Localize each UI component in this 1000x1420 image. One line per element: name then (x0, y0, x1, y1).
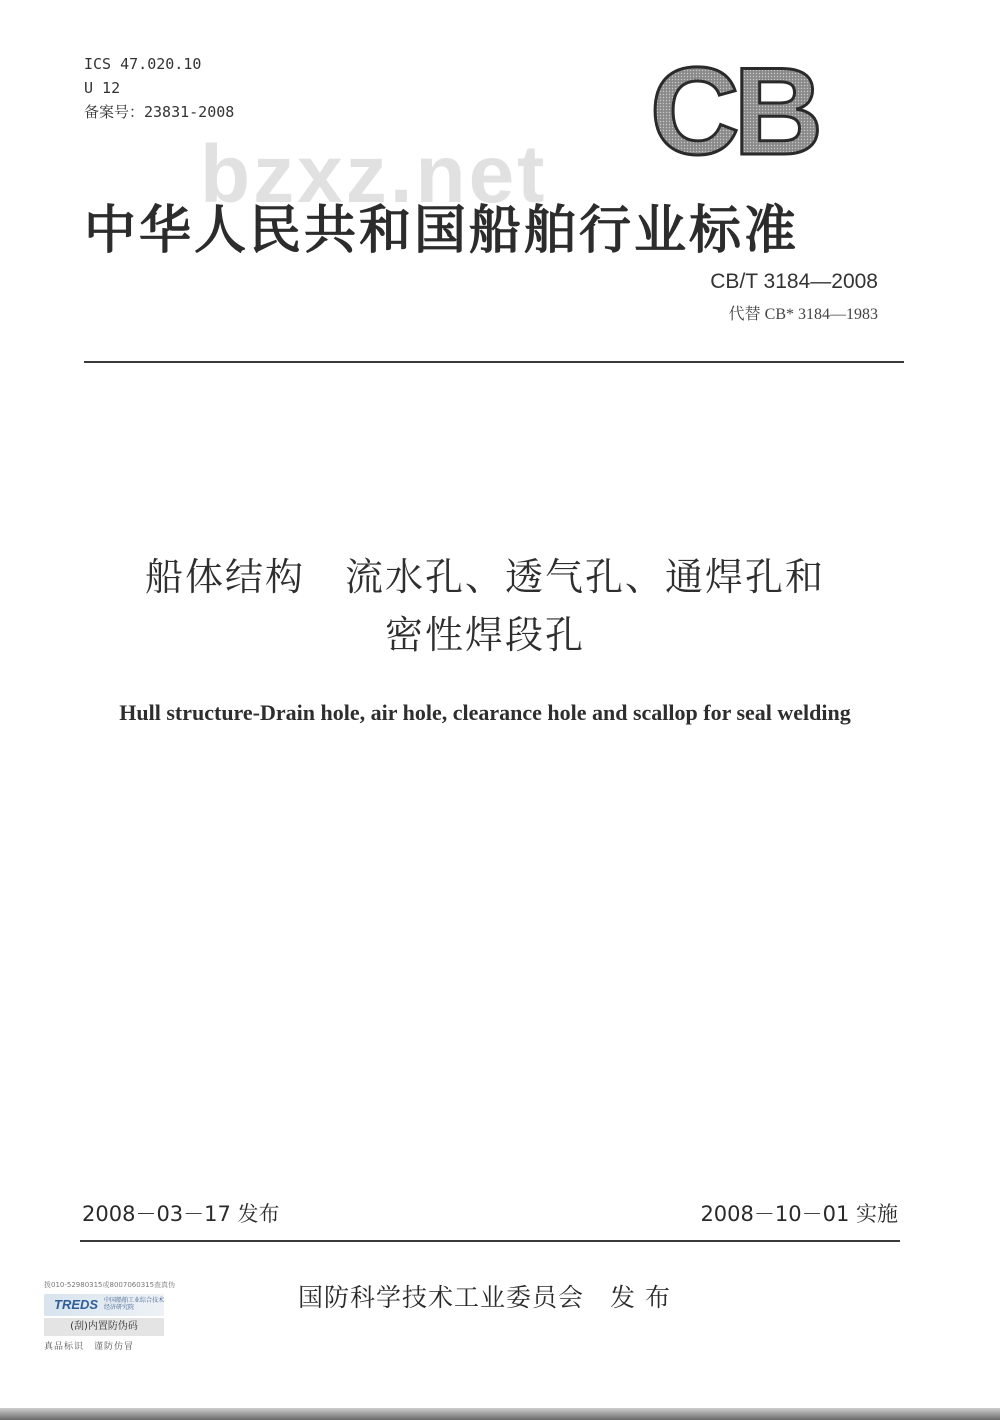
cb-logo (650, 54, 860, 168)
chinese-title (0, 548, 970, 664)
seal-org: 中国船舶工业综合技术经济研究院 (104, 1297, 165, 1311)
implementation-date: 2008－10－01 实施 (700, 1202, 898, 1226)
issue-date: 2008－03－17 发布 (82, 1202, 280, 1226)
issuing-authority: 国防科学技术工业委员会 发 布 (298, 1283, 671, 1312)
top-divider (84, 361, 904, 363)
cb-logo-text: CB (650, 54, 818, 164)
chinese-title-line-1: 船体结构 流水孔、透气孔、通焊孔和 (144, 555, 825, 599)
seal-footer: 真品标识 谨防仿冒 (44, 1342, 135, 1352)
seal-verify-text: 拨010-52980315或8007060315查真伪 (44, 1281, 176, 1289)
seal-band (44, 1294, 164, 1316)
page-bottom-edge (0, 1408, 1000, 1420)
seal-scratch-label: (刮)内置防伪码 (44, 1318, 164, 1336)
seal-brand: TREDS (54, 1297, 99, 1312)
english-title: Hull structure-Drain hole, air hole, clearance hole and scallop for seal welding (119, 700, 851, 725)
chinese-title-line-2: 密性焊段孔 (384, 613, 585, 657)
header-meta (84, 52, 234, 124)
record-number: 备案号：23831-2008 (84, 103, 235, 121)
class-code: U 12 (84, 79, 121, 97)
watermark: bzxz.net (200, 129, 548, 220)
standard-number: CB/T 3184—2008 (710, 270, 878, 293)
bottom-divider (80, 1240, 900, 1242)
cb-logo-graphic (650, 54, 860, 164)
ics-code: ICS 47.020.10 (84, 55, 202, 73)
replaces-standard: 代替 CB* 3184—1983 (728, 306, 878, 323)
anti-counterfeit-seal (44, 1280, 174, 1352)
organization-title: 中华人民共和国船舶行业标准 (84, 201, 800, 261)
